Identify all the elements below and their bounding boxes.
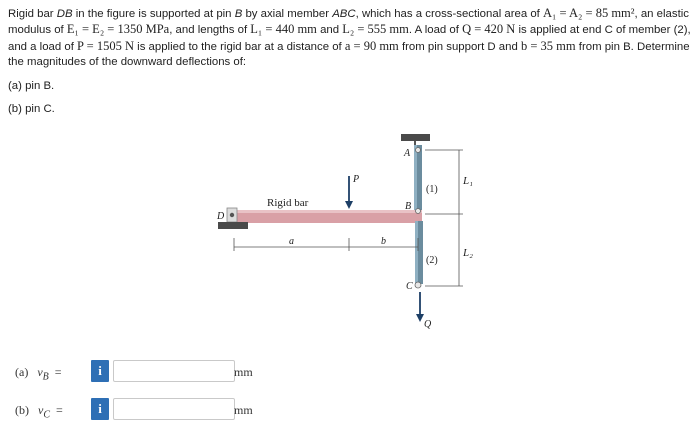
modulus-equation: E₁ = E₂ = 1350 MPa — [66, 22, 170, 37]
distance-a-equation: a = 90 mm — [344, 38, 399, 53]
info-icon[interactable]: i — [91, 398, 109, 420]
answer-a-equals: = — [54, 365, 62, 379]
part-b-prompt: (b) pin C. — [8, 103, 55, 115]
length1-equation: L₁ = 440 mm — [250, 22, 317, 37]
answer-b-subscript: C — [43, 409, 50, 421]
dim-b-label: b — [381, 236, 386, 247]
part-a-prompt: (a) pin B. — [8, 80, 55, 92]
load-q-label: Q — [424, 319, 432, 330]
pin-name: B — [234, 8, 243, 20]
pin-d-label: D — [217, 211, 225, 222]
pin-a-label: A — [404, 148, 411, 159]
l1-label: L₁ — [463, 175, 473, 187]
rigid-bar-highlight — [234, 210, 422, 213]
pin-a — [416, 148, 421, 153]
rigid-bar-label: Rigid bar — [267, 197, 309, 209]
answer-row-a — [0, 360, 700, 386]
text: from pin support D and — [398, 40, 521, 53]
text: is applied to the rigid bar at a distance of — [134, 40, 345, 53]
answer-b-prefix: (b) — [15, 403, 29, 417]
answer-b-unit: mm — [234, 403, 253, 417]
distance-b-equation: b = 35 mm — [520, 38, 576, 53]
pin-d — [230, 213, 234, 217]
member-1-highlight — [414, 145, 417, 211]
bar-name: DB — [56, 8, 73, 20]
answer-b-equals: = — [56, 403, 63, 417]
member-2-highlight — [415, 221, 418, 284]
answer-row-b — [0, 398, 700, 424]
length2-equation: L₂ = 555 mm — [342, 22, 409, 37]
answer-a-subscript: B — [42, 371, 49, 383]
l2-label: L₂ — [463, 247, 473, 259]
text: . A load of — [408, 24, 463, 37]
answer-a-unit: mm — [234, 365, 253, 379]
member-1-label: (1) — [426, 184, 438, 195]
dim-a-label: a — [289, 236, 294, 247]
member-2-label: (2) — [426, 255, 438, 266]
answer-b-input[interactable] — [113, 398, 235, 420]
member-name: ABC — [332, 8, 356, 20]
text: Rigid bar — [8, 8, 57, 20]
answer-a-input[interactable] — [113, 360, 235, 382]
text: in the figure is supported at pin — [72, 8, 235, 20]
pin-c-label: C — [406, 281, 413, 292]
area-equation: A₁ = A₂ = 85 mm² — [543, 6, 635, 20]
answer-b-label — [15, 403, 63, 420]
text: is applied at end C of member (2), and a load of — [8, 24, 691, 53]
top-wall-support — [401, 134, 430, 141]
text: by axial member — [242, 8, 333, 20]
p-load-equation: P = 1505 N — [77, 38, 134, 53]
text: , which has a cross-sectional area of — [355, 8, 544, 20]
text: and — [316, 24, 343, 37]
pin-b-label: B — [405, 201, 412, 212]
answer-a-prefix: (a) — [15, 365, 29, 379]
info-icon[interactable]: i — [91, 360, 109, 382]
answer-a-label — [15, 365, 62, 382]
pin-d-ground — [218, 222, 248, 229]
text: from pin B. Determine the magnitudes of the downward deflections of: — [8, 40, 690, 69]
pin-c — [415, 282, 421, 288]
answer-b-variable: v — [38, 403, 44, 417]
text: , and lengths of — [169, 24, 251, 37]
pin-b — [416, 209, 421, 214]
answer-a-variable: v — [37, 365, 43, 379]
text: , an elastic modulus of — [8, 8, 689, 37]
q-load-equation: Q = 420 N — [462, 22, 516, 37]
load-p-label: P — [353, 174, 360, 185]
